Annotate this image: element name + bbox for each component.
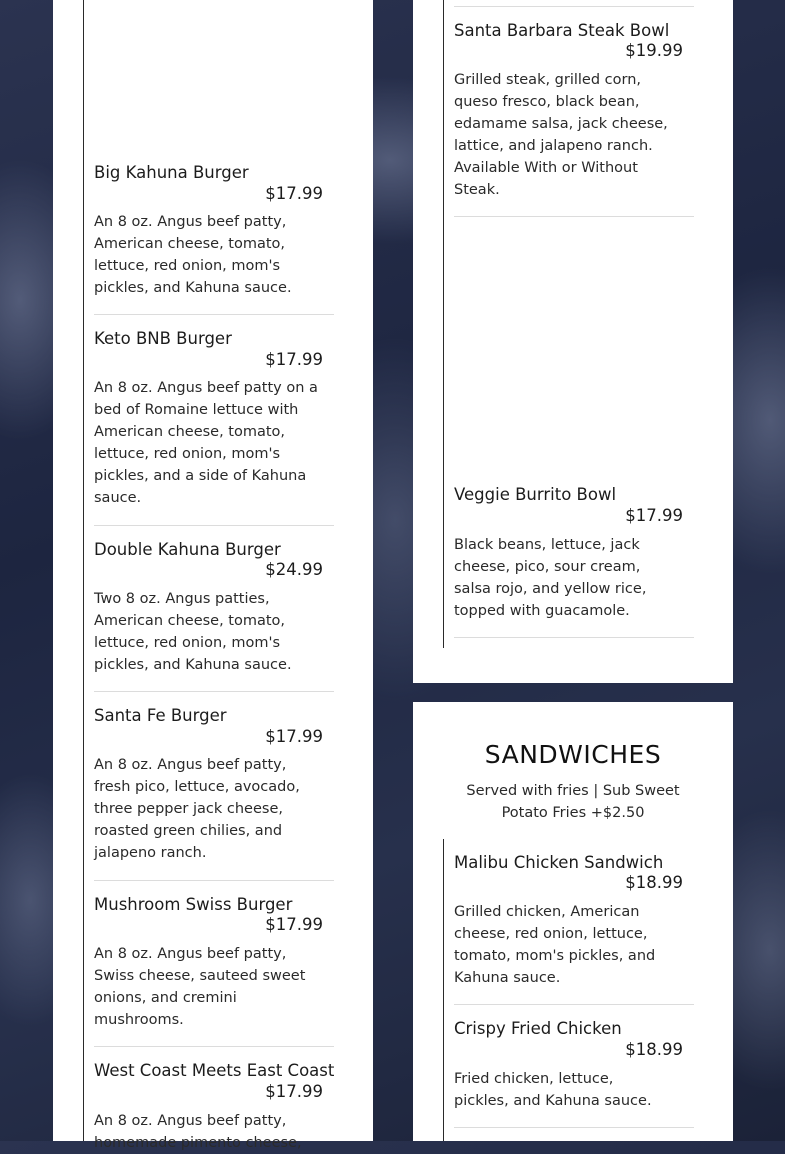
menu-item-description: An 8 oz. Angus beef patty, fresh pico, lettuce, avocado, three pepper jack cheese, roasted green chilies, and jalapeno ranch. (94, 757, 300, 861)
menu-item-name: Santa Fe Burger (94, 706, 227, 725)
menu-item-name: Malibu Chicken Sandwich (454, 853, 664, 872)
menu-item-price: $19.99 (625, 41, 683, 60)
section-border (443, 839, 444, 1141)
menu-item-price: $17.99 (265, 350, 323, 369)
menu-item-description: Grilled steak, grilled corn, queso fresco, black bean, edamame salsa, jack cheese, lattice, and jalapeno ranch. Available With or Without Steak. (454, 72, 668, 198)
menu-item-description: An 8 oz. Angus beef patty, homemade pimento cheese, (94, 1113, 302, 1151)
menu-item-description: Fried chicken, lettuce, pickles, and Kahuna sauce. (454, 1071, 652, 1109)
section-border (83, 0, 84, 1141)
menu-item (94, 540, 323, 680)
menu-item-price: $17.99 (265, 727, 323, 746)
menu-item-price: $17.99 (265, 1082, 323, 1101)
menu-item (454, 485, 683, 625)
menu-item-name: Santa Barbara Steak Bowl (454, 21, 670, 40)
menu-item-name: Double Kahuna Burger (94, 540, 281, 559)
divider (94, 691, 334, 692)
menu-item (454, 853, 683, 993)
menu-item (454, 21, 683, 201)
menu-item (94, 1061, 335, 1151)
menu-item-name: Veggie Burrito Bowl (454, 485, 617, 504)
menu-item-price: $18.99 (625, 1040, 683, 1059)
menu-item-price: $17.99 (265, 184, 323, 203)
menu-item-price: $17.99 (265, 915, 323, 934)
divider (94, 880, 334, 881)
menu-item-description: An 8 oz. Angus beef patty on a bed of Romaine lettuce with American cheese, tomato, lettuce, red onion, mom's pickles, and a side of Kahuna sauce. (94, 380, 318, 506)
menu-item-price: $24.99 (265, 560, 323, 579)
divider (94, 314, 334, 315)
menu-item (94, 163, 323, 303)
menu-item-price: $17.99 (625, 506, 683, 525)
menu-item (94, 706, 323, 866)
divider (454, 637, 694, 638)
menu-item-name: Crispy Fried Chicken (454, 1019, 622, 1038)
menu-item-description: An 8 oz. Angus beef patty, American cheese, tomato, lettuce, red onion, mom's pickles, and Kahuna sauce. (94, 214, 292, 296)
section-border (443, 0, 444, 648)
divider (454, 1127, 694, 1128)
menu-item-price: $18.99 (625, 873, 683, 892)
divider (94, 1046, 334, 1047)
menu-item-description: Grilled chicken, American cheese, red onion, lettuce, tomato, mom's pickles, and Kahuna sauce. (454, 904, 656, 986)
menu-item (94, 895, 323, 1035)
menu-item-name: Big Kahuna Burger (94, 163, 249, 182)
menu-item-description: Two 8 oz. Angus patties, American cheese, tomato, lettuce, red onion, mom's pickles, and Kahuna sauce. (94, 591, 292, 673)
menu-item-name: West Coast Meets East Coast (94, 1061, 335, 1080)
divider (454, 216, 694, 217)
divider (454, 6, 694, 7)
menu-item (454, 1019, 683, 1109)
menu-item-description: Black beans, lettuce, jack cheese, pico, sour cream, salsa rojo, and yellow rice, topped with guacamole. (454, 537, 647, 619)
divider (454, 1004, 694, 1005)
sandwiches-menu-panel (413, 702, 733, 1141)
bowls-menu-panel (413, 0, 733, 683)
burgers-menu-panel (53, 0, 373, 1151)
menu-item-name: Keto BNB Burger (94, 329, 232, 348)
section-subtitle: Served with fries | Sub Sweet Potato Fries +$2.50 (466, 783, 680, 821)
menu-item-description: An 8 oz. Angus beef patty, Swiss cheese, sauteed sweet onions, and cremini mushrooms. (94, 946, 306, 1028)
menu-item-name: Mushroom Swiss Burger (94, 895, 293, 914)
section-title: SANDWICHES (484, 740, 662, 769)
menu-item (94, 329, 323, 509)
divider (94, 525, 334, 526)
